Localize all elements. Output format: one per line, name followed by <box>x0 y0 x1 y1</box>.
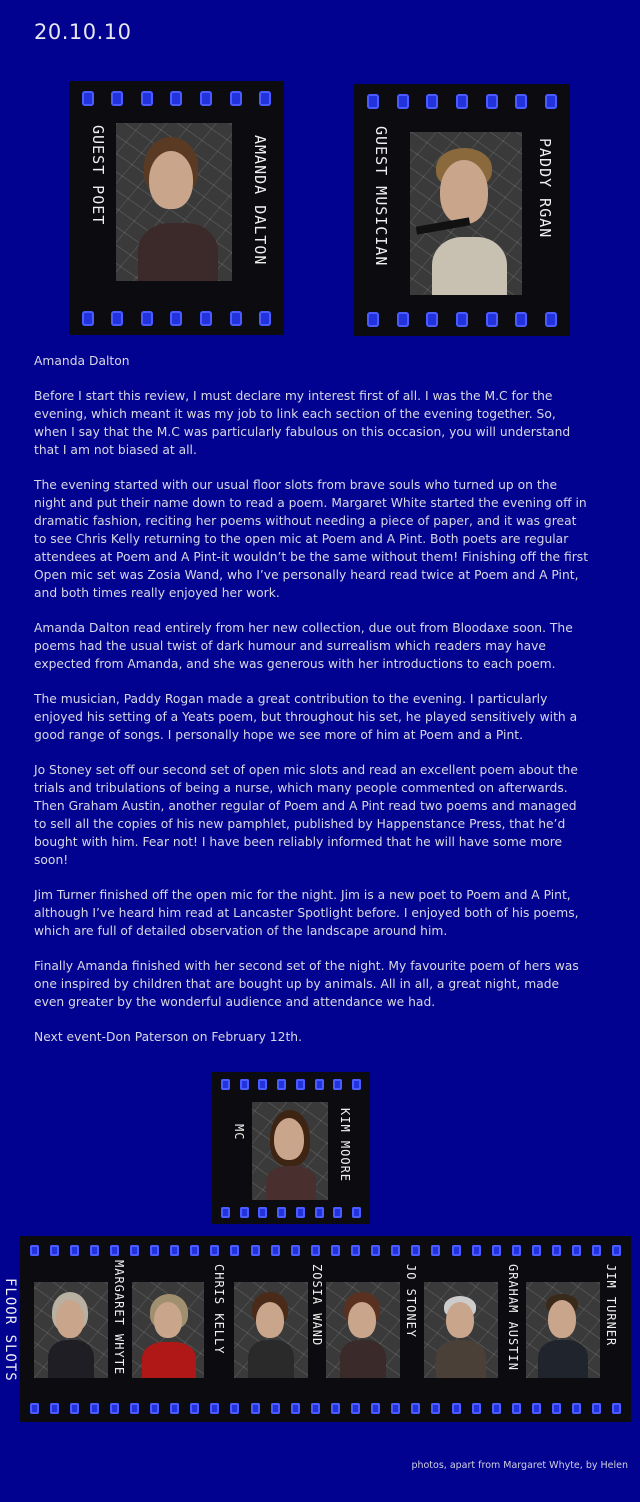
article-paragraph: The evening started with our usual floor slots from brave souls who turned up on the night and put their name down to read a poem. Margaret White started the evening off in dramatic fashion, reciting her poems without needing a piece of paper, and it was great to see Chris Kelly returning to the open mic at Poem and A Pint. Both poets are regular attendees at Poem and A Pint-it wouldn’t be the same without them! Finishing off the first Open mic set was Zosia Wand, who I’ve personally heard read twice at Poem and A Pint, and both times really enjoyed her work. <box>34 478 589 600</box>
margaret-whyte-label: MARGARET WHYTE <box>112 1260 126 1376</box>
graham-austin-label: GRAHAM AUSTIN <box>506 1264 520 1371</box>
article-paragraph: Jo Stoney set off our second set of open mic slots and read an excellent poem about the trials and tribulations of being a nurse, which many people commented on afterwards. Then Graham Austin, another regular of Poem and A Pint read two poems and managed to sell all the copies of his new pamphlet, published by Happenstance Press, that he’d bought with him. Fear not! I have been reliably informed that he will have some more soon! <box>34 763 578 867</box>
photo-kim-moore <box>212 1072 370 1224</box>
article-paragraph: Before I start this review, I must declare my interest first of all. I was the M.C for the evening, which meant it was my job to link each section of the evening together. So, when I say that the M.C was particularly fabulous on this occasion, you will understand that I am not biased at all. <box>34 389 571 457</box>
article-paragraph: The musician, Paddy Rogan made a great contribution to the evening. I particularly enjoyed his setting of a Yeats poem, but throughout his set, he played sensitively with a good range of songs. I personally hope we see more of him at Poem and a Pint. <box>34 692 578 742</box>
article-paragraph: Jim Turner finished off the open mic for the night. Jim is a new poet to Poem and A Pint, although I’ve heard him read at Lancaster Spotlight before. I enjoyed both of his poems, which are full of detailed observation of the landscape around him. <box>34 888 579 938</box>
mc-label: MC <box>232 1124 246 1141</box>
jim-turner-label: JIM TURNER <box>604 1264 618 1347</box>
photo-credit: photos, apart from Margaret Whyte, by Helen <box>411 1460 628 1471</box>
amanda-dalton-label: AMANDA DALTON <box>251 135 269 266</box>
photo-amanda-dalton <box>69 81 284 335</box>
kim-moore-label: KIM MOORE <box>338 1108 352 1183</box>
page-date: 20.10.10 <box>34 20 132 44</box>
zosia-wand-label: ZOSIA WAND <box>310 1264 324 1347</box>
paddy-rgan-label: PADDY RGAN <box>536 138 554 239</box>
review-article <box>34 352 590 1063</box>
guest-musician-label: GUEST MUSICIAN <box>372 126 390 267</box>
jo-stoney-label: JO STONEY <box>404 1264 418 1339</box>
article-paragraph: Amanda Dalton read entirely from her new collection, due out from Bloodaxe soon. The poems had the usual twist of dark humour and surrealism which readers may have expected from Amanda, and she was generous with her introductions to each poem. <box>34 621 573 671</box>
floor-slots-strip <box>20 1236 631 1422</box>
chris-kelly-label: CHRIS KELLY <box>212 1264 226 1355</box>
photo-paddy-rogan <box>354 84 570 336</box>
article-heading: Amanda Dalton <box>34 354 130 368</box>
floor-slots-label: FLOOR SLOTS <box>2 1278 18 1382</box>
guest-poet-label: GUEST POET <box>89 125 107 226</box>
article-paragraph: Next event-Don Paterson on February 12th. <box>34 1030 302 1044</box>
article-paragraph: Finally Amanda finished with her second set of the night. My favourite poem of hers was one inspired by children that are bought up by animals. All in all, a great night, made even greater by the wonderful audience and attendance we had. <box>34 959 579 1009</box>
